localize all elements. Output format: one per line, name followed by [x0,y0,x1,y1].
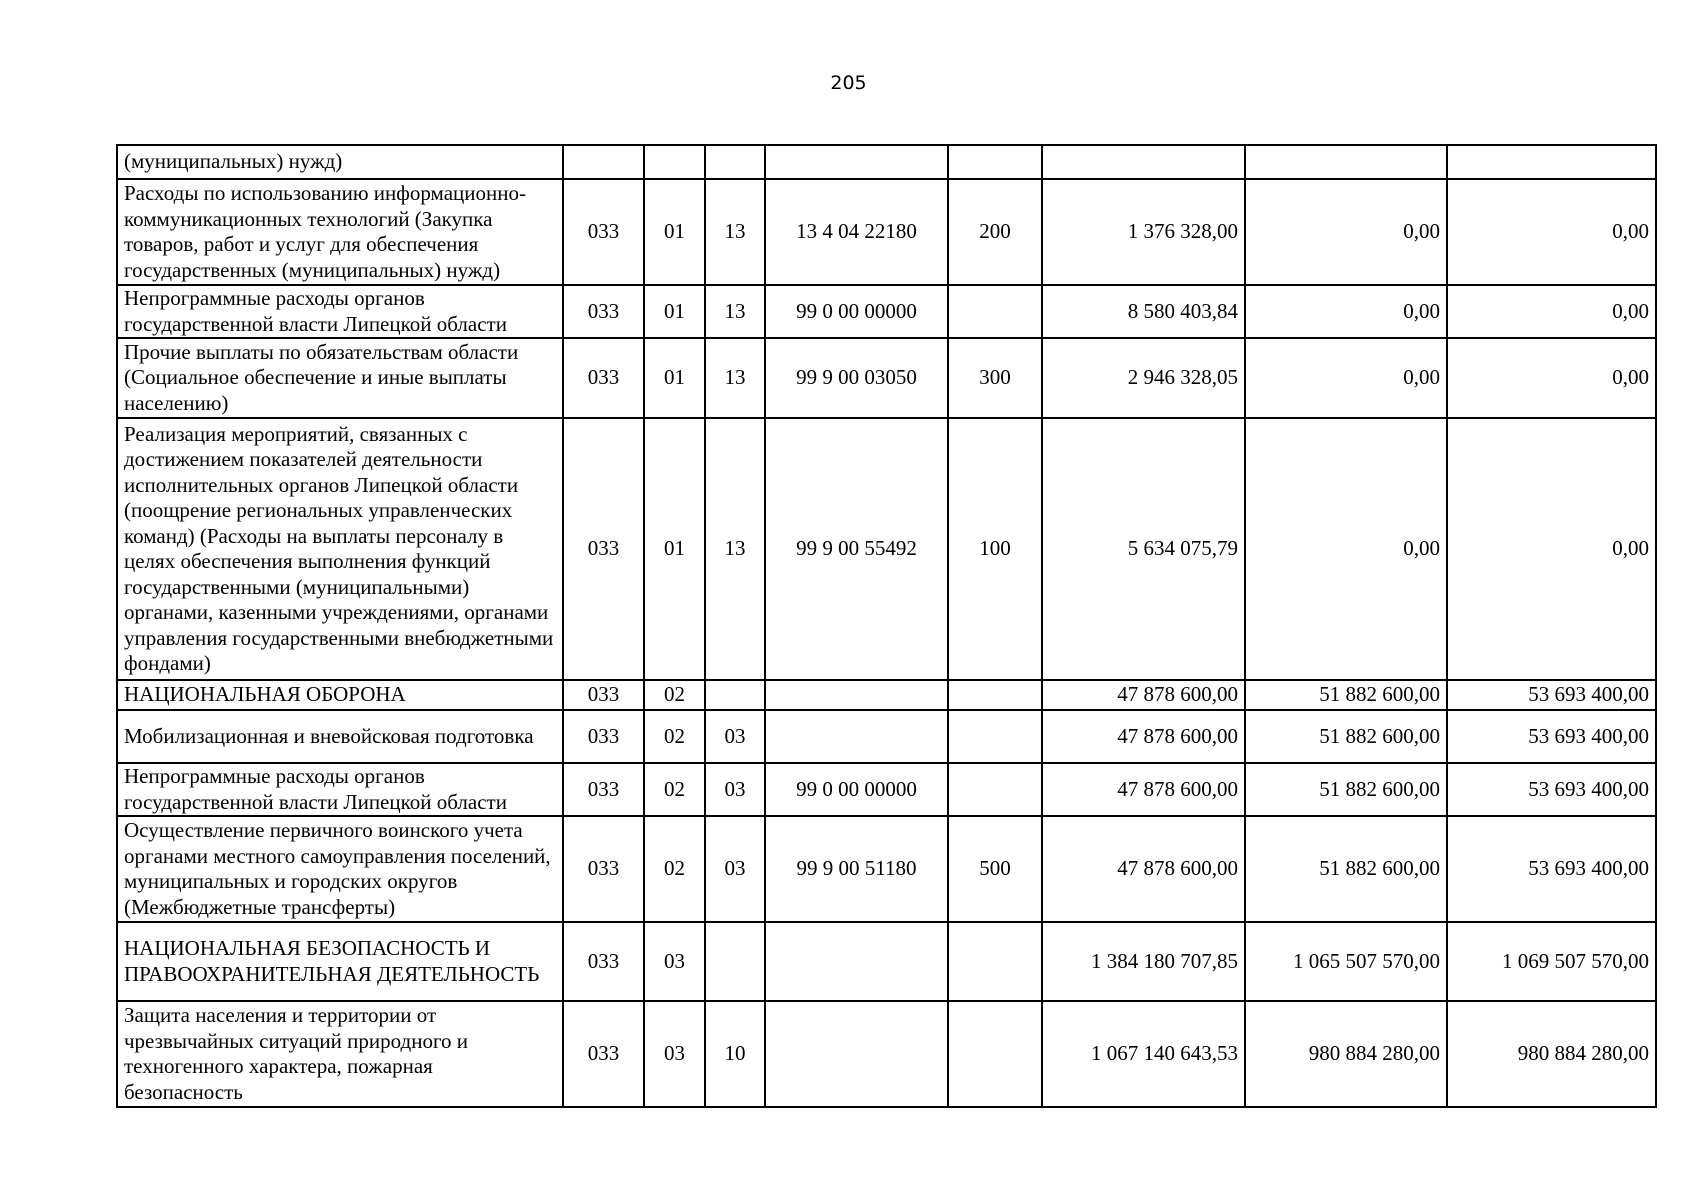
amount-year1-cell: 1 376 328,00 [1042,179,1245,285]
subsection-code-cell: 10 [705,1001,765,1107]
target-article-cell [765,710,948,763]
subsection-code-cell: 13 [705,179,765,285]
section-code-cell: 02 [644,763,705,816]
expense-type-cell [948,680,1042,710]
amount-year3-cell: 53 693 400,00 [1447,816,1656,922]
amount-year2-cell: 0,00 [1245,179,1447,285]
expense-type-cell: 200 [948,179,1042,285]
amount-year3-cell: 1 069 507 570,00 [1447,922,1656,1001]
target-article-cell [765,145,948,179]
section-code-cell: 02 [644,816,705,922]
expense-type-cell [948,710,1042,763]
table-row [117,763,1656,816]
amount-year3-cell: 0,00 [1447,285,1656,338]
amount-year1-cell: 47 878 600,00 [1042,710,1245,763]
expense-type-cell: 100 [948,418,1042,680]
page-number: 205 [830,72,867,94]
section-code-cell: 01 [644,285,705,338]
department-code-cell: 033 [563,922,644,1001]
row-description: НАЦИОНАЛЬНАЯ ОБОРОНА [117,680,563,710]
department-code-cell: 033 [563,338,644,418]
target-article-cell: 13 4 04 22180 [765,179,948,285]
subsection-code-cell: 03 [705,816,765,922]
amount-year1-cell: 8 580 403,84 [1042,285,1245,338]
table-row [117,680,1656,710]
amount-year2-cell: 0,00 [1245,418,1447,680]
amount-year2-cell: 980 884 280,00 [1245,1001,1447,1107]
amount-year1-cell: 47 878 600,00 [1042,816,1245,922]
table-row [117,710,1656,763]
budget-table [116,144,1657,1108]
department-code-cell: 033 [563,763,644,816]
target-article-cell [765,1001,948,1107]
amount-year1-cell: 5 634 075,79 [1042,418,1245,680]
expense-type-cell: 300 [948,338,1042,418]
table-row [117,338,1656,418]
subsection-code-cell: 03 [705,710,765,763]
subsection-code-cell: 03 [705,763,765,816]
department-code-cell [563,145,644,179]
row-description: НАЦИОНАЛЬНАЯ БЕЗОПАСНОСТЬ И ПРАВООХРАНИТЕЛЬНАЯ ДЕЯТЕЛЬНОСТЬ [117,922,563,1001]
table-row [117,418,1656,680]
table-row [117,922,1656,1001]
section-code-cell: 01 [644,179,705,285]
table-row [117,179,1656,285]
section-code-cell: 01 [644,418,705,680]
department-code-cell: 033 [563,710,644,763]
subsection-code-cell: 13 [705,285,765,338]
expense-type-cell [948,922,1042,1001]
amount-year3-cell: 53 693 400,00 [1447,763,1656,816]
amount-year3-cell [1447,145,1656,179]
amount-year3-cell: 53 693 400,00 [1447,680,1656,710]
target-article-cell [765,680,948,710]
amount-year1-cell: 47 878 600,00 [1042,763,1245,816]
row-description: Расходы по использованию информационно-коммуникационных технологий (Закупка товаров, работ и услуг для обеспечения государственных (муниципальных) нужд) [117,179,563,285]
amount-year2-cell: 51 882 600,00 [1245,710,1447,763]
department-code-cell: 033 [563,680,644,710]
expense-type-cell [948,1001,1042,1107]
expense-type-cell [948,285,1042,338]
section-code-cell: 03 [644,922,705,1001]
table-row [117,285,1656,338]
section-code-cell: 02 [644,680,705,710]
target-article-cell [765,922,948,1001]
amount-year1-cell: 1 067 140 643,53 [1042,1001,1245,1107]
table-row [117,145,1656,179]
amount-year1-cell: 2 946 328,05 [1042,338,1245,418]
department-code-cell: 033 [563,1001,644,1107]
row-description: (муниципальных) нужд) [117,145,563,179]
amount-year3-cell: 980 884 280,00 [1447,1001,1656,1107]
target-article-cell: 99 9 00 03050 [765,338,948,418]
subsection-code-cell [705,922,765,1001]
amount-year1-cell [1042,145,1245,179]
department-code-cell: 033 [563,816,644,922]
amount-year2-cell: 0,00 [1245,338,1447,418]
department-code-cell: 033 [563,418,644,680]
section-code-cell: 01 [644,338,705,418]
row-description: Осуществление первичного воинского учета органами местного самоуправления поселений, муниципальных и городских округов (Межбюджетные трансферты) [117,816,563,922]
amount-year2-cell: 51 882 600,00 [1245,680,1447,710]
amount-year3-cell: 0,00 [1447,418,1656,680]
expense-type-cell: 500 [948,816,1042,922]
amount-year1-cell: 47 878 600,00 [1042,680,1245,710]
section-code-cell: 03 [644,1001,705,1107]
amount-year1-cell: 1 384 180 707,85 [1042,922,1245,1001]
amount-year2-cell: 0,00 [1245,285,1447,338]
department-code-cell: 033 [563,285,644,338]
target-article-cell: 99 9 00 51180 [765,816,948,922]
amount-year2-cell: 1 065 507 570,00 [1245,922,1447,1001]
subsection-code-cell [705,680,765,710]
row-description: Прочие выплаты по обязательствам области (Социальное обеспечение и иные выплаты населению) [117,338,563,418]
row-description: Мобилизационная и вневойсковая подготовка [117,710,563,763]
amount-year2-cell: 51 882 600,00 [1245,763,1447,816]
amount-year3-cell: 0,00 [1447,179,1656,285]
row-description: Непрограммные расходы органов государственной власти Липецкой области [117,285,563,338]
table-row [117,1001,1656,1107]
row-description: Реализация мероприятий, связанных с достижением показателей деятельности исполнительных органов Липецкой области (поощрение региональных управленческих команд) (Расходы на выплаты персоналу в целях обеспечения выполнения функций государственными (муниципальными) органами, казенными учреждениями, органами управления государственными внебюджетными фондами) [117,418,563,680]
target-article-cell: 99 0 00 00000 [765,763,948,816]
department-code-cell: 033 [563,179,644,285]
amount-year2-cell [1245,145,1447,179]
target-article-cell: 99 9 00 55492 [765,418,948,680]
table-row [117,816,1656,922]
row-description: Непрограммные расходы органов государственной власти Липецкой области [117,763,563,816]
amount-year3-cell: 53 693 400,00 [1447,710,1656,763]
section-code-cell [644,145,705,179]
section-code-cell: 02 [644,710,705,763]
amount-year2-cell: 51 882 600,00 [1245,816,1447,922]
subsection-code-cell [705,145,765,179]
expense-type-cell [948,145,1042,179]
row-description: Защита населения и территории от чрезвычайных ситуаций природного и техногенного характера, пожарная безопасность [117,1001,563,1107]
subsection-code-cell: 13 [705,418,765,680]
expense-type-cell [948,763,1042,816]
subsection-code-cell: 13 [705,338,765,418]
amount-year3-cell: 0,00 [1447,338,1656,418]
target-article-cell: 99 0 00 00000 [765,285,948,338]
